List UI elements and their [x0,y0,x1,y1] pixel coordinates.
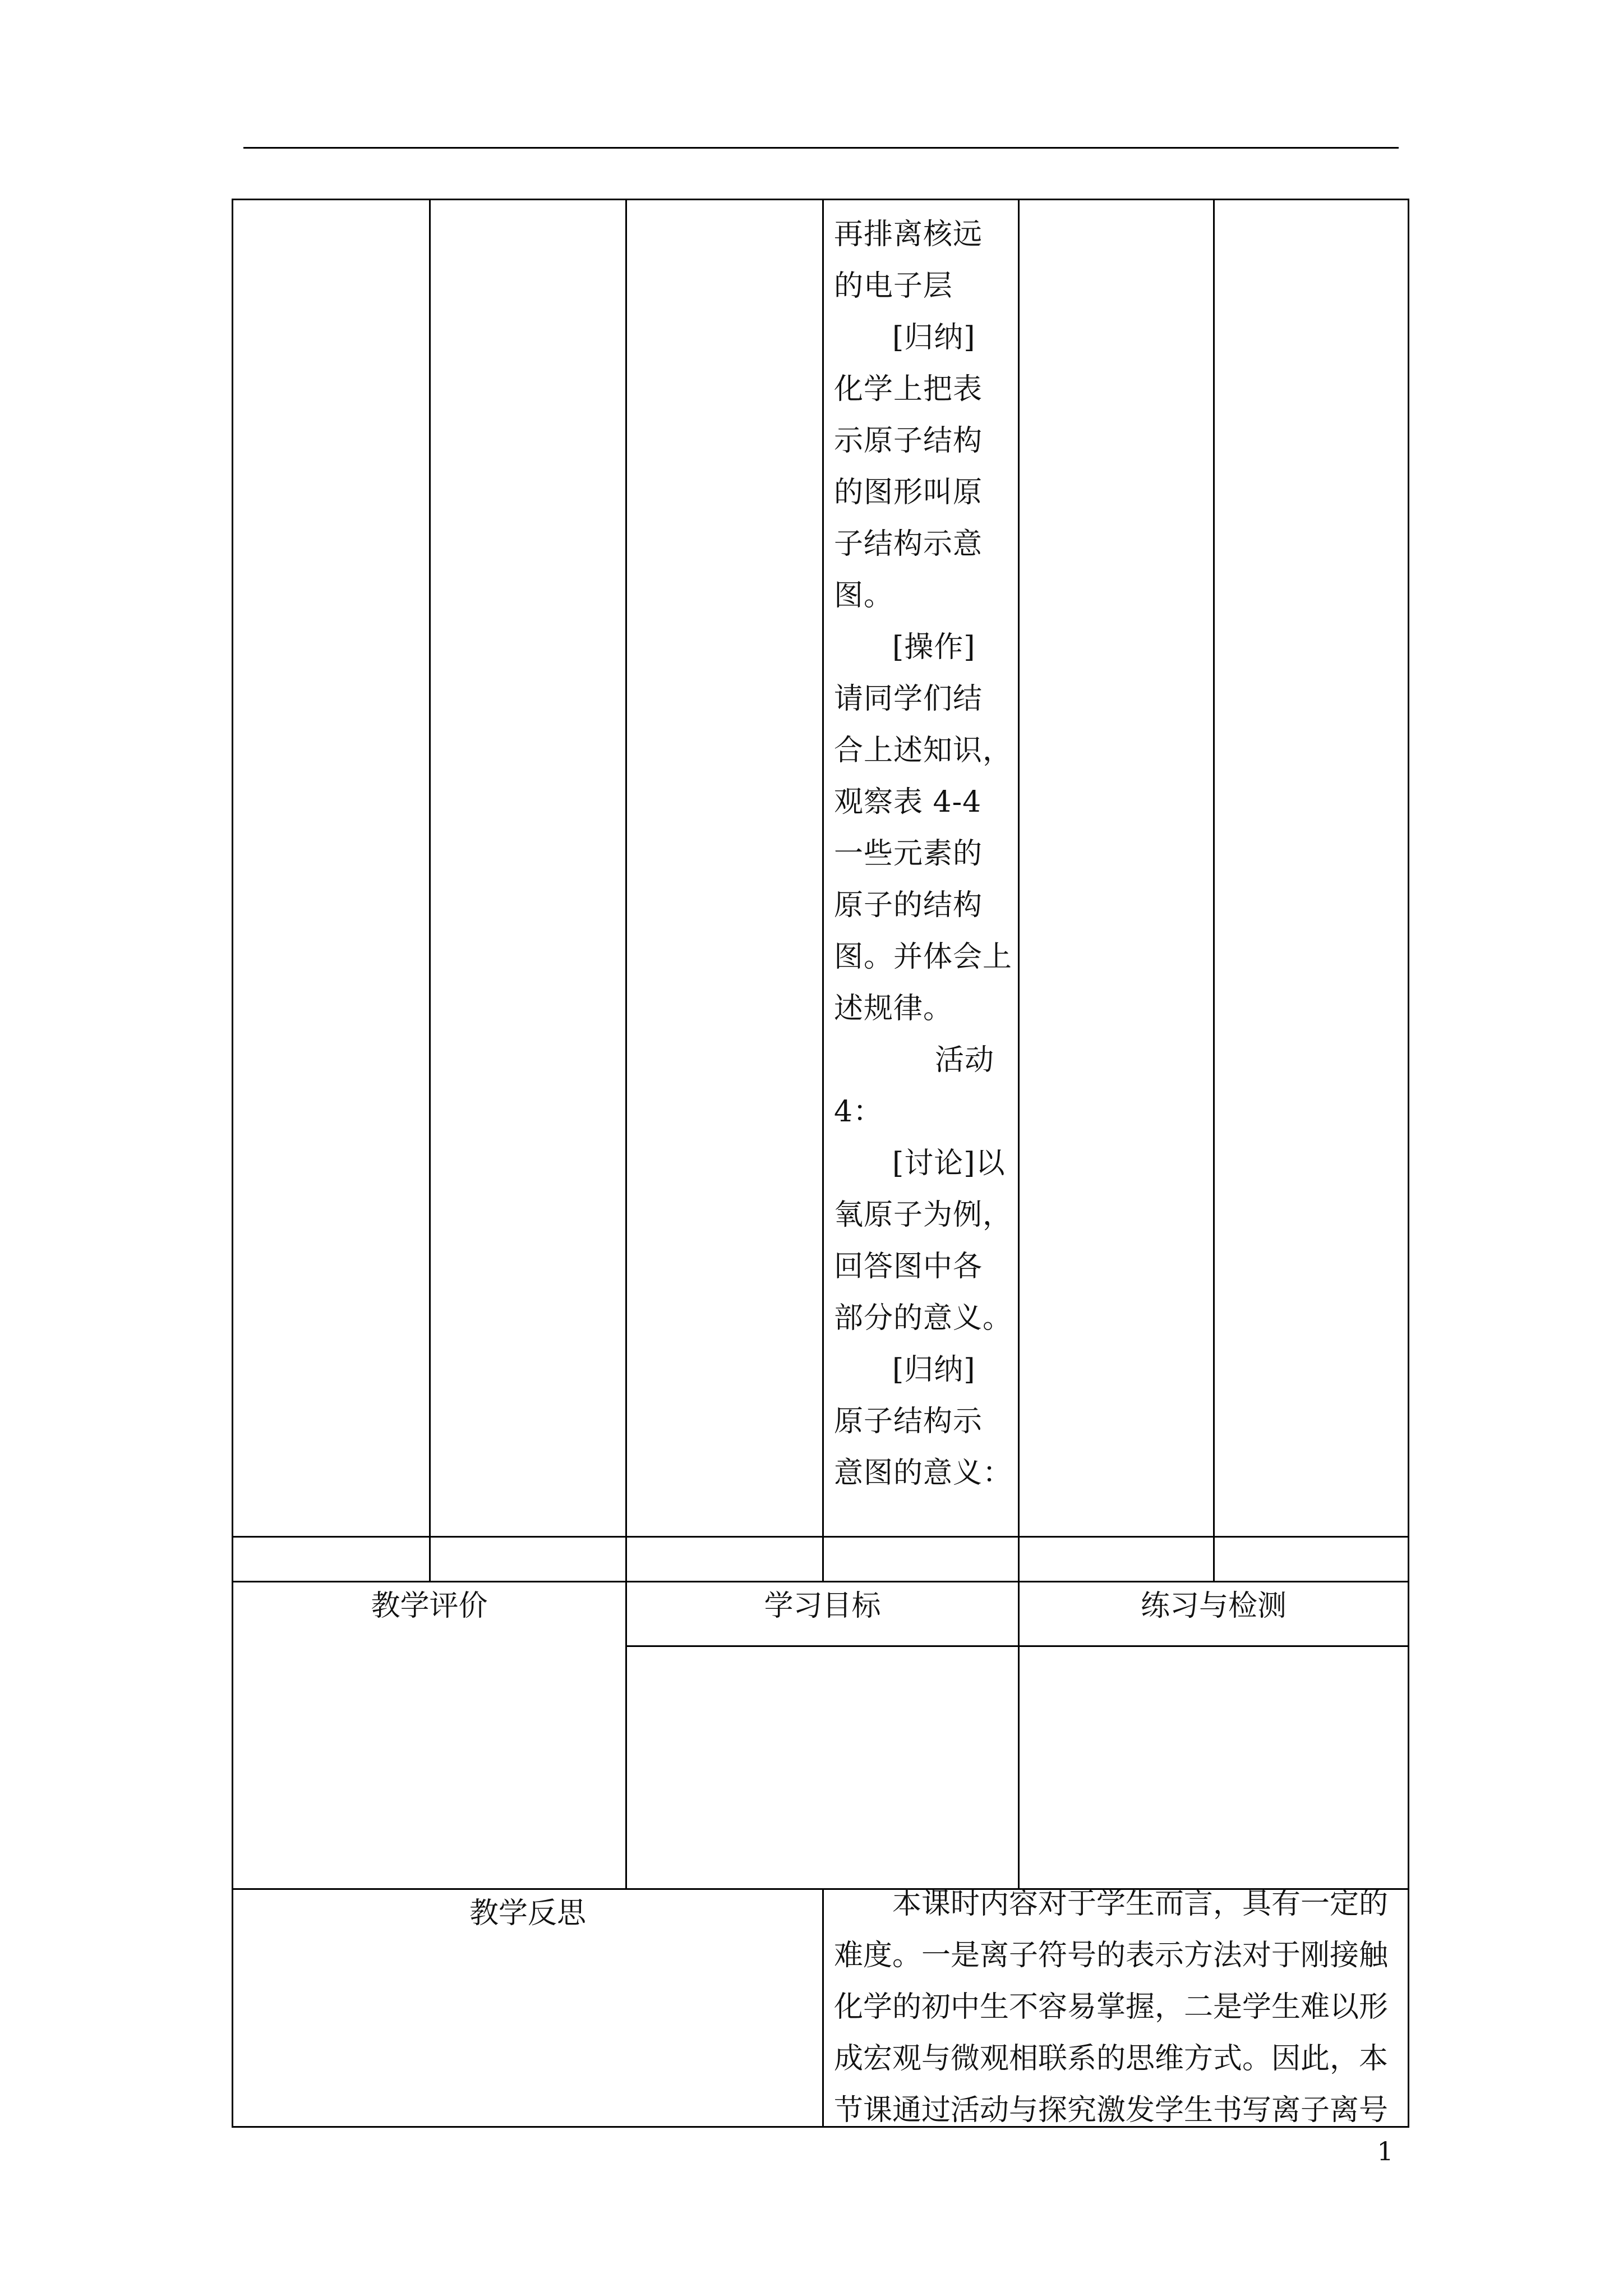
activity-line: 4： [834,1095,883,1129]
eval-header-divider [625,1645,1409,1647]
activity-line: 回答图中各 [834,1250,983,1283]
activity-line: 一些元素的 [834,837,983,871]
activity-line: 原子的结构 [834,889,983,922]
teaching-evaluation-label: 教学评价 [371,1589,488,1623]
col-divider-5 [1213,199,1215,1582]
reflection-divider [822,1888,824,2128]
header-rule [243,147,1399,149]
activity-column-text [834,209,1019,1499]
activity-line: [讨论]以 [892,1147,1006,1180]
col-divider-2 [625,199,627,1582]
table-left-border [232,199,233,2128]
reflection-line: 成宏观与微观相联系的思维方式。因此，本 [834,2042,1389,2076]
activity-line: 活动 [935,1043,995,1077]
activity-line: 图。并体会上 [834,940,1013,974]
activity-line: 观察表 4-4 [834,785,982,819]
practice-check-label: 练习与检测 [1140,1589,1287,1623]
activity-line: 的电子层 [834,269,953,303]
activity-line: 子结构示意 [834,527,983,561]
activity-line: 再排离核远 [834,218,983,251]
activity-line: 氧原子为例， [834,1198,1013,1232]
reflection-line: 难度。一是离子符号的表示方法对于刚接触 [834,1939,1389,1972]
activity-line: 示原子结构 [834,424,983,458]
activity-line: 部分的意义。 [834,1301,1013,1335]
activity-line: 的图形叫原 [834,476,983,509]
activity-line: 图。 [834,579,894,613]
col-divider-3 [822,199,824,1582]
eval-divider-1 [625,1581,627,1889]
teaching-reflection-label: 教学反思 [469,1897,586,1930]
page-number: 1 [1377,2136,1394,2166]
activity-line: [归纳] [892,1353,976,1387]
table-right-border [1408,199,1409,2128]
table-top-border [232,199,1409,200]
activity-line: [操作] [892,631,976,664]
reflection-line: 节课通过活动与探究激发学生书写离子离号 [834,2093,1389,2127]
activity-line: 合上述知识， [834,734,1013,767]
activity-line: 意图的意义： [834,1456,1013,1490]
activity-line: 述规律。 [834,992,953,1025]
activity-line: 原子结构示 [834,1405,983,1438]
row-divider-1 [232,1536,1409,1538]
eval-divider-2 [1018,1581,1020,1889]
col-divider-1b [429,460,431,1582]
col-divider-1 [429,199,431,461]
reflection-line: 化学的初中生不容易掌握，二是学生难以形 [834,1990,1389,2024]
reflection-line: 本课时内容对于学生而言，具有一定的 [892,1887,1389,1921]
learning-objectives-label: 学习目标 [764,1589,881,1623]
activity-line: 化学上把表 [834,372,983,406]
teaching-reflection-text [834,1878,1391,2136]
activity-line: 请同学们结 [834,682,983,716]
activity-line: [归纳] [892,321,976,355]
row-divider-2 [232,1581,1409,1582]
